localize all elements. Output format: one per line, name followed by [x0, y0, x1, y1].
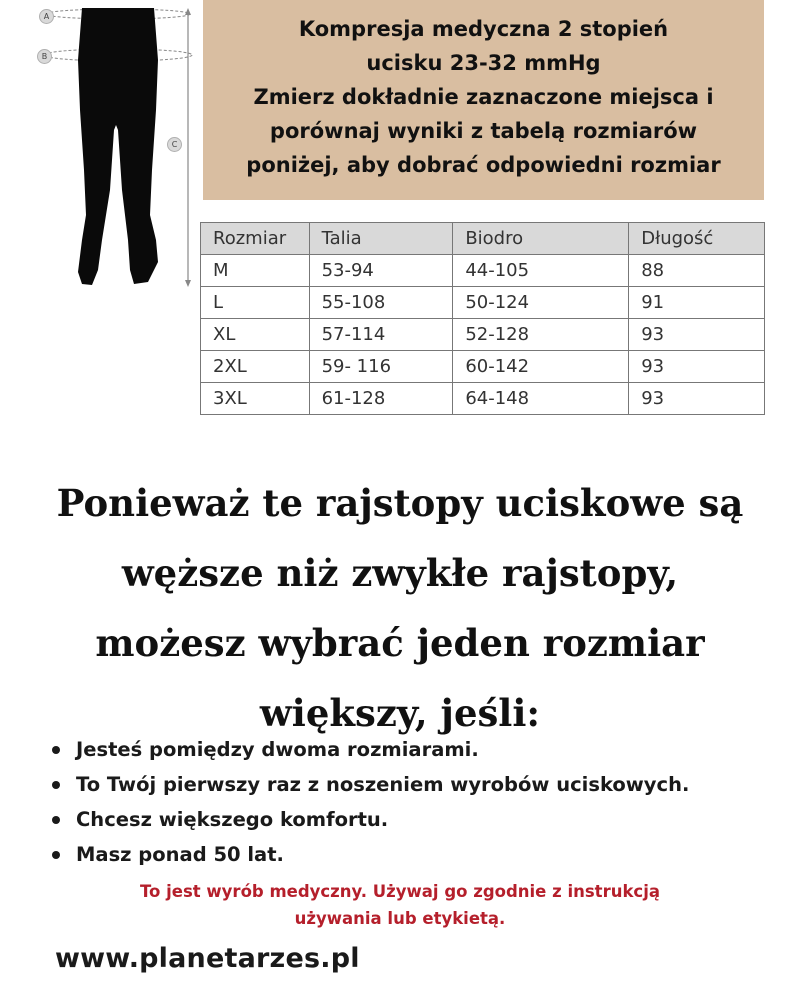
header-box — [203, 0, 764, 200]
table-cell: 60-142 — [453, 351, 629, 383]
table-cell: 53-94 — [309, 255, 453, 287]
table-cell: 57-114 — [309, 319, 453, 351]
table-cell: 52-128 — [453, 319, 629, 351]
table-row — [201, 255, 765, 287]
notice-line: używania lub etykietą. — [294, 909, 506, 928]
headline — [40, 468, 760, 748]
table-row — [201, 319, 765, 351]
table-cell: 3XL — [201, 383, 310, 415]
table-row — [201, 287, 765, 319]
table-cell: 59- 116 — [309, 351, 453, 383]
headline-line: możesz wybrać jeden rozmiar — [95, 621, 705, 665]
marker-a-icon: A — [39, 9, 54, 24]
table-cell: 93 — [629, 383, 765, 415]
table-cell: 55-108 — [309, 287, 453, 319]
size-table — [200, 222, 765, 415]
column-header: Rozmiar — [201, 223, 310, 255]
medical-notice — [100, 878, 700, 932]
marker-c-icon: C — [167, 137, 182, 152]
table-cell: 44-105 — [453, 255, 629, 287]
table-row — [201, 383, 765, 415]
column-header: Biodro — [453, 223, 629, 255]
list-item: To Twój pierwszy raz z noszeniem wyrobów uciskowych. — [48, 767, 689, 802]
header-line: poniżej, aby dobrać odpowiedni rozmiar — [246, 153, 721, 177]
website-link[interactable]: www.planetarzes.pl — [55, 943, 360, 974]
headline-line: węższe niż zwykłe rajstopy, — [121, 551, 679, 595]
table-cell: 2XL — [201, 351, 310, 383]
table-cell: L — [201, 287, 310, 319]
table-cell: 93 — [629, 351, 765, 383]
table-header-row — [201, 223, 765, 255]
table-cell: 64-148 — [453, 383, 629, 415]
table-cell: 93 — [629, 319, 765, 351]
header-line: porównaj wyniki z tabelą rozmiarów — [269, 119, 698, 143]
header-line: Zmierz dokładnie zaznaczone miejsca i — [253, 85, 714, 109]
table-cell: 88 — [629, 255, 765, 287]
reasons-list — [48, 732, 689, 872]
column-header: Talia — [309, 223, 453, 255]
table-cell: 91 — [629, 287, 765, 319]
headline-line: Ponieważ te rajstopy uciskowe są — [56, 481, 744, 525]
header-line: ucisku 23-32 mmHg — [366, 51, 601, 75]
header-line: Kompresja medyczna 2 stopień — [298, 17, 669, 41]
table-cell: XL — [201, 319, 310, 351]
list-item: Masz ponad 50 lat. — [48, 837, 689, 872]
headline-line: większy, jeśli: — [259, 691, 541, 735]
tights-illustration — [30, 0, 205, 300]
list-item: Jesteś pomiędzy dwoma rozmiarami. — [48, 732, 689, 767]
column-header: Długość — [629, 223, 765, 255]
table-cell: 61-128 — [309, 383, 453, 415]
notice-line: To jest wyrób medyczny. Używaj go zgodnie z instrukcją — [139, 882, 661, 901]
list-item: Chcesz większego komfortu. — [48, 802, 689, 837]
table-cell: 50-124 — [453, 287, 629, 319]
table-row — [201, 351, 765, 383]
marker-b-icon: B — [37, 49, 52, 64]
table-cell: M — [201, 255, 310, 287]
